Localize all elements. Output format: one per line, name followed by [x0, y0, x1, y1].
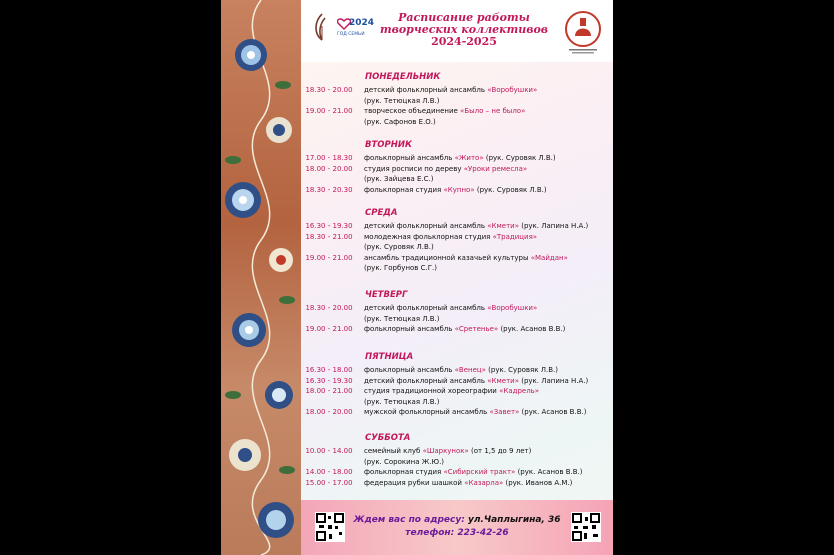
schedule-description	[364, 222, 588, 231]
title-line-2: творческих коллективов	[379, 23, 549, 36]
group-type: (рук. Сорокина Ж.Ю.)	[364, 457, 445, 466]
schedule-description	[364, 118, 436, 127]
group-type: творческое объединение	[364, 107, 461, 115]
schedule-description	[364, 186, 547, 195]
schedule-time: 17.00 - 18.30	[305, 154, 353, 162]
group-leader: (рук. Иванов А.М.)	[503, 478, 573, 487]
day-heading: ЧЕТВЕРГ	[365, 290, 408, 300]
schedule-description	[364, 86, 537, 95]
group-leader: (рук. Лапина Н.А.)	[518, 222, 589, 230]
group-type: (рук. Тетюцкая Л.В.)	[364, 96, 440, 105]
group-name: «Воробушки»	[487, 304, 538, 312]
schedule-description	[364, 165, 527, 174]
group-name: «Уроки ремесла»	[463, 164, 528, 173]
group-type: фольклорный ансамбль	[364, 366, 455, 374]
schedule-description	[364, 387, 539, 396]
schedule-description	[364, 154, 556, 163]
group-type: детский фольклорный ансамбль	[364, 86, 488, 94]
group-type: ансамбль традиционной казачьей культуры	[364, 253, 531, 262]
phone-label: телефон:	[405, 528, 458, 538]
group-name: «Воробушки»	[487, 86, 538, 94]
schedule-description	[364, 377, 588, 386]
schedule-description	[364, 233, 537, 242]
group-name: «Сибирский тракт»	[443, 468, 516, 476]
contact-footer	[301, 500, 613, 555]
schedule-description	[364, 366, 558, 375]
schedule-time: 18.30 - 20.00	[305, 86, 353, 94]
group-type: молодежная фольклорная студия	[364, 232, 493, 241]
schedule-time: 18.00 - 20.00	[305, 164, 353, 173]
group-type: детский фольклорный ансамбль	[364, 222, 488, 230]
schedule-description	[364, 458, 444, 467]
group-name: «Майдан»	[530, 253, 568, 262]
group-type: детский фольклорный ансамбль	[364, 304, 488, 312]
group-name: «Было – не было»	[460, 107, 526, 115]
group-leader: (рук. Суровяк Л.В.)	[483, 154, 556, 162]
group-leader: (рук. Асанов В.В.)	[515, 468, 583, 476]
day-heading: СРЕДА	[365, 208, 398, 218]
schedule-description	[364, 315, 440, 324]
group-leader: (рук. Лапина Н.А.)	[518, 376, 589, 385]
schedule-description	[364, 107, 525, 116]
qr-code-icon	[315, 512, 345, 542]
schedule-description	[364, 264, 437, 273]
schedule-time: 18.30 - 21.00	[305, 232, 353, 241]
schedule-time: 19.00 - 21.00	[305, 107, 353, 115]
qr-code-icon	[571, 512, 601, 542]
schedule-description	[364, 97, 440, 106]
day-heading: ПЯТНИЦА	[365, 352, 414, 362]
group-type: (рук. Суровяк Л.В.)	[364, 243, 434, 251]
schedule-description	[364, 408, 586, 417]
group-type: студия росписи по дереву	[364, 164, 464, 173]
qr-code-right[interactable]	[571, 512, 601, 542]
family-year-label: ГОД СЕМЬИ	[337, 32, 365, 37]
group-type: (рук. Тетюцкая Л.В.)	[364, 397, 440, 406]
schedule-description	[364, 479, 572, 488]
ornament-strip	[221, 0, 301, 555]
schedule-description	[364, 447, 531, 456]
qr-code-left[interactable]	[315, 512, 345, 542]
group-leader: (рук. Суровяк Л.В.)	[485, 366, 558, 374]
schedule-time: 16.30 - 18.00	[305, 366, 353, 374]
schedule-time: 18.00 - 20.00	[305, 408, 353, 416]
schedule-time: 18.30 - 20.00	[305, 304, 353, 312]
day-heading: ПОНЕДЕЛЬНИК	[365, 72, 441, 82]
group-type: (рук. Зайцева Е.С.)	[364, 175, 434, 183]
schedule-time: 16.30 - 19.30	[305, 376, 353, 385]
ensemble-logo-icon	[311, 12, 333, 42]
group-type: детский фольклорный ансамбль	[364, 376, 488, 385]
group-name: «Венец»	[454, 366, 486, 374]
schedule-time: 18.30 - 20.30	[305, 185, 353, 194]
address-label: Ждем вас по адресу:	[353, 515, 468, 525]
phone-value[interactable]: 223-42-26	[457, 528, 509, 538]
group-name: «Шаркунок»	[422, 447, 469, 455]
group-type: фольклорный ансамбль	[364, 154, 455, 162]
schedule-time: 14.00 - 18.00	[305, 468, 353, 476]
poster-header	[301, 0, 613, 62]
schedule-description	[364, 304, 537, 313]
folk-center-emblem-icon	[563, 10, 603, 56]
address-value: ул.Чаплыгина, 36	[467, 515, 561, 525]
group-name: «Сретенье»	[454, 325, 499, 333]
schedule-time: 10.00 - 14.00	[305, 447, 353, 455]
group-name: «Кадрель»	[499, 387, 540, 395]
schedule-time: 19.00 - 21.00	[305, 253, 353, 262]
schedule-description	[364, 175, 434, 184]
family-year-number: 2024	[349, 18, 375, 28]
group-type: (рук. Сафонов Е.О.)	[364, 117, 436, 126]
group-type: мужской фольклорный ансамбль	[364, 408, 490, 416]
group-leader: (рук. Суровяк Л.В.)	[474, 185, 547, 194]
schedule-poster	[221, 0, 613, 555]
day-heading: ВТОРНИК	[365, 140, 412, 150]
address-block	[353, 514, 561, 540]
title-line-1: Расписание работы	[398, 11, 530, 24]
group-type: фольклорная студия	[364, 468, 444, 476]
family-year-logo	[337, 18, 375, 46]
group-type: федерация рубки шашкой	[364, 478, 465, 487]
schedule-panel	[301, 0, 613, 555]
group-type: (рук. Тетюцкая Л.В.)	[364, 314, 440, 323]
floral-ornament-icon	[221, 0, 301, 555]
schedule-description	[364, 254, 568, 263]
group-name: «Традиция»	[492, 232, 538, 241]
group-type: семейный клуб	[364, 447, 423, 455]
group-type: фольклорный ансамбль	[364, 325, 455, 333]
group-name: «Кмети»	[487, 222, 519, 230]
title-years: 2024-2025	[431, 35, 497, 48]
group-name: «Казарла»	[464, 478, 504, 487]
group-name: «Купно»	[443, 185, 475, 194]
schedule-time: 16.30 - 19.30	[305, 222, 353, 230]
page-title	[379, 12, 549, 48]
group-name: «Завет»	[489, 408, 520, 416]
schedule-time: 19.00 - 21.00	[305, 325, 353, 333]
group-leader: (рук. Асанов В.В.)	[498, 325, 566, 333]
day-heading: СУББОТА	[365, 433, 411, 443]
schedule-description	[364, 468, 583, 477]
schedule-time: 15.00 - 17.00	[305, 478, 353, 487]
group-name: «Жито»	[454, 154, 484, 162]
schedule-time: 18.00 - 21.00	[305, 387, 353, 395]
group-type: фольклорная студия	[364, 185, 444, 194]
group-name: «Кмети»	[487, 376, 519, 385]
group-type: (рук. Горбунов С.Г.)	[364, 264, 437, 272]
group-leader: (от 1,5 до 9 лет)	[468, 447, 532, 455]
group-type: студия традиционной хореографии	[364, 387, 500, 395]
schedule-description	[364, 398, 440, 407]
schedule-description	[364, 243, 434, 252]
group-leader: (рук. Асанов В.В.)	[519, 408, 587, 416]
schedule-description	[364, 325, 565, 334]
